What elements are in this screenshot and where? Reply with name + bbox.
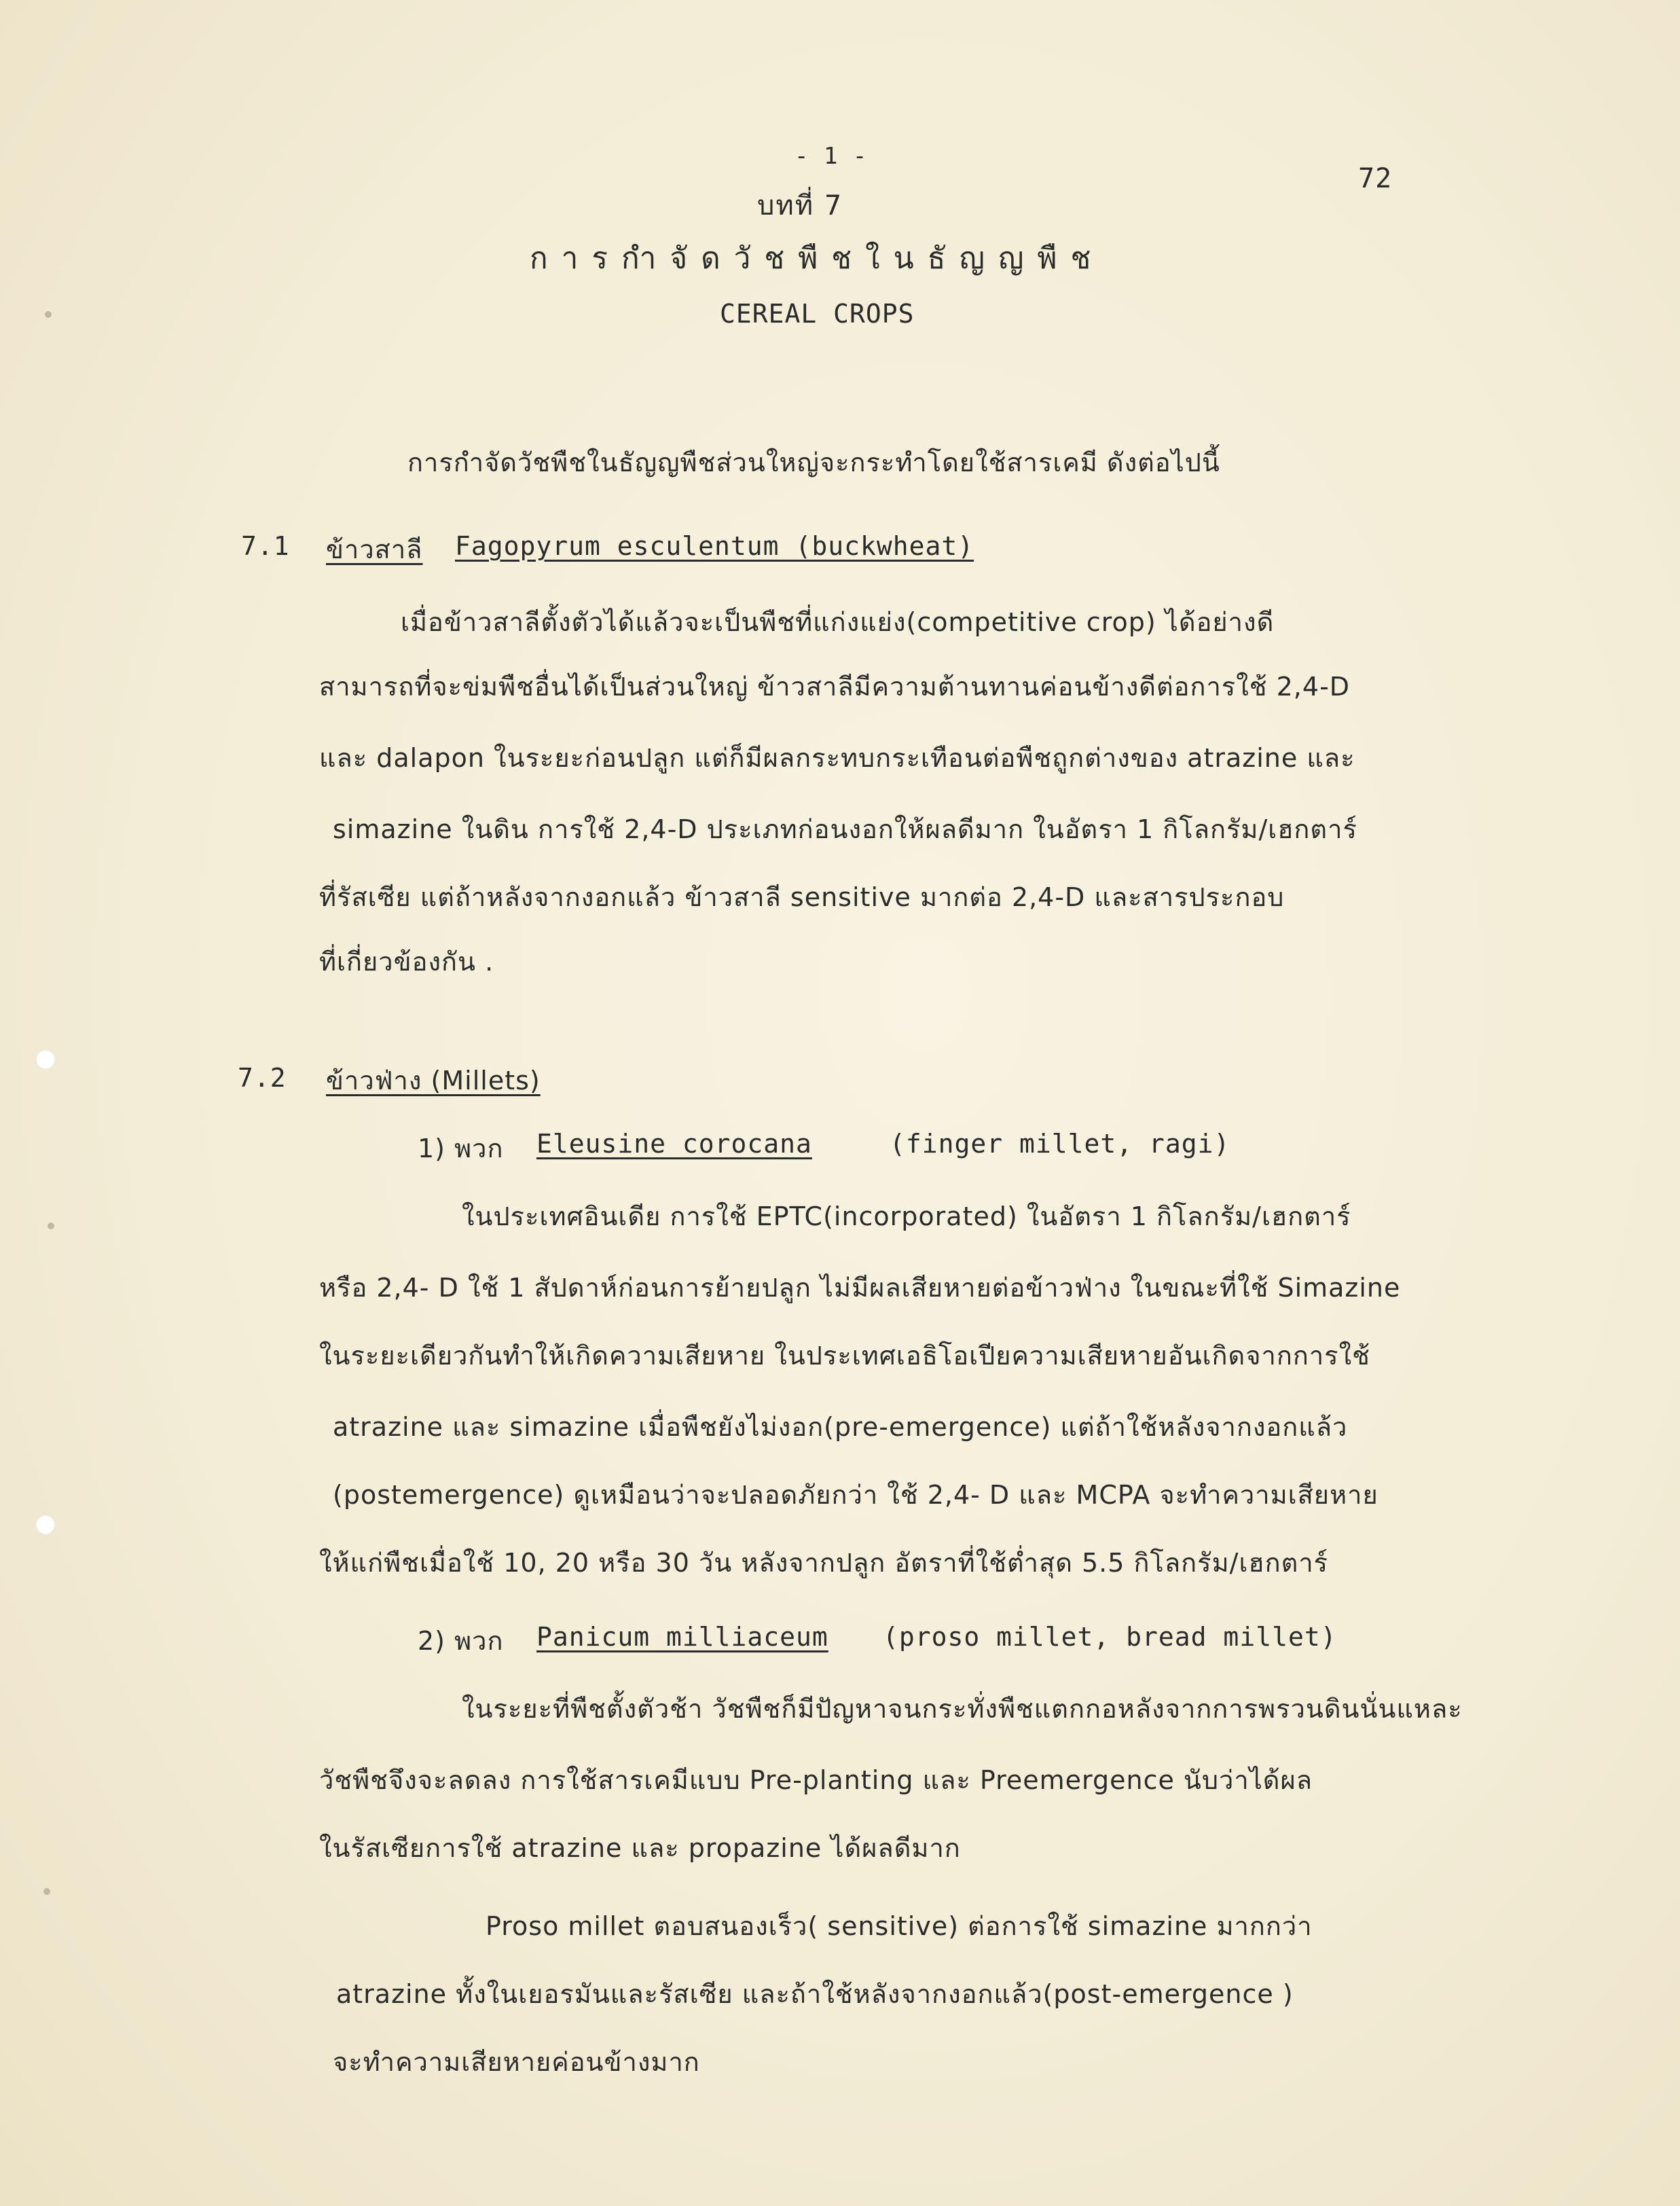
paragraph-line: ในประเทศอินเดีย การใช้ EPTC(incorporated) ในอัตรา 1 กิโลกรัม/เฮกตาร์: [462, 1201, 1351, 1231]
section-number: 7.2: [238, 1063, 287, 1093]
paragraph-line: เมื่อข้าวสาลีตั้งตัวได้แล้วจะเป็นพืชที่แก่งแย่ง(competitive crop) ได้อย่างดี: [401, 607, 1275, 637]
paragraph-line: atrazine และ simazine เมื่อพืชยังไม่งอก(pre-emergence) แต่ถ้าใช้หลังจากงอกแล้ว: [333, 1412, 1348, 1442]
paper-speck: [45, 311, 52, 318]
paragraph-line: หรือ 2,4- D ใช้ 1 สัปดาห์ก่อนการย้ายปลูก ไม่มีผลเสียหายต่อข้าวฟ่าง ในขณะที่ใช้ Simazine: [319, 1273, 1401, 1303]
species-name: Fagopyrum esculentum (buckwheat): [455, 531, 974, 561]
paragraph-line: จะทำความเสียหายค่อนข้างมาก: [333, 2047, 700, 2077]
paragraph-line: ในระยะที่พืชตั้งตัวช้า วัชพืชก็มีปัญหาจนกระทั่งพืชแตกกอหลังจากการพรวนดินนั่นแหละ: [462, 1694, 1463, 1724]
paper-speck: [48, 1223, 54, 1229]
paragraph-line: ให้แก่พืชเมื่อใช้ 10, 20 หรือ 30 วัน หลังจากปลูก อัตราที่ใช้ต่ำสุด 5.5 กิโลกรัม/เฮกตาร์: [319, 1548, 1329, 1578]
paragraph-line: และ dalapon ในระยะก่อนปลูก แต่ก็มีผลกระทบกระเทือนต่อพืชถูกต่างของ atrazine และ: [319, 743, 1355, 773]
species-common-name: (finger millet, ragi): [890, 1129, 1230, 1159]
paragraph-line: วัชพืชจึงจะลดลง การใช้สารเคมีแบบ Pre-planting และ Preemergence นับว่าได้ผล: [319, 1765, 1313, 1795]
page-number: 72: [1358, 163, 1393, 194]
paper-speck: [43, 1888, 50, 1895]
subsection-label: 1) พวก: [418, 1134, 504, 1163]
intro-text: การกำจัดวัชพืชในธัญญพืชส่วนใหญ่จะกระทำโดยใช้สารเคมี ดังต่อไปนี้: [407, 448, 1220, 477]
paragraph-line: Proso millet ตอบสนองเร็ว( sensitive) ต่อการใช้ simazine มากกว่า: [486, 1911, 1313, 1941]
species-common-name: (proso millet, bread millet): [883, 1622, 1337, 1652]
section-title: ข้าวสาลี: [326, 535, 423, 564]
species-name: Eleusine corocana: [536, 1129, 812, 1159]
chapter-subtitle: CEREAL CROPS: [720, 299, 915, 329]
paragraph-line: ในระยะเดียวกันทำให้เกิดความเสียหาย ในประเทศเอธิโอเปียความเสียหายอันเกิดจากการใช้: [319, 1341, 1370, 1371]
punch-hole: [35, 1515, 56, 1535]
paragraph-line: simazine ในดิน การใช้ 2,4-D ประเภทก่อนงอกให้ผลดีมาก ในอัตรา 1 กิโลกรัม/เฮกตาร์: [333, 814, 1357, 844]
subsection-label: 2) พวก: [418, 1626, 504, 1656]
paragraph-line: ที่รัสเซีย แต่ถ้าหลังจากงอกแล้ว ข้าวสาลี sensitive มากต่อ 2,4-D และสารประกอบ: [319, 882, 1285, 912]
punch-hole: [35, 1049, 56, 1070]
paragraph-line: สามารถที่จะข่มพืชอื่นได้เป็นส่วนใหญ่ ข้าวสาลีมีความต้านทานค่อนข้างดีต่อการใช้ 2,4-D: [319, 672, 1351, 702]
paragraph-line: (postemergence) ดูเหมือนว่าจะปลอดภัยกว่า ใช้ 2,4- D และ MCPA จะทำความเสียหาย: [333, 1480, 1378, 1510]
species-name: Panicum milliaceum: [536, 1622, 828, 1652]
section-number: 7.1: [241, 531, 290, 561]
chapter-heading: บทที่ 7: [757, 190, 843, 221]
paragraph-line: ที่เกี่ยวข้องกัน .: [319, 947, 494, 977]
chapter-title: การกำจัดวัชพืชในธัญญพืช: [530, 241, 1105, 276]
paragraph-line: atrazine ทั้งในเยอรมันและรัสเซีย และถ้าใช้หลังจากงอกแล้ว(post-emergence ): [336, 1979, 1294, 2009]
section-title: ข้าวฟ่าง (Millets): [326, 1066, 541, 1096]
paragraph-line: ในรัสเซียการใช้ atrazine และ propazine ได้ผลดีมาก: [319, 1833, 961, 1863]
header-mark: - 1 -: [795, 143, 868, 170]
